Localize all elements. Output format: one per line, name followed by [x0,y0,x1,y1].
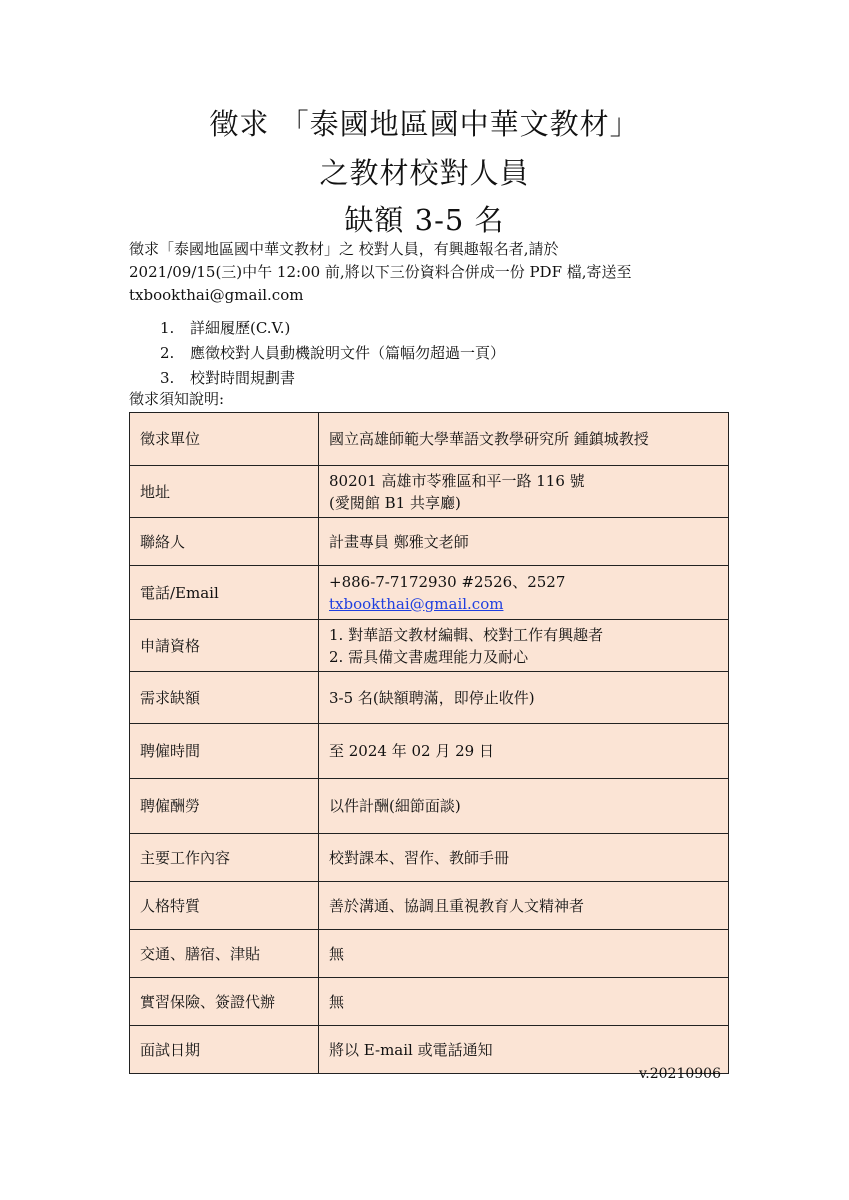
table-row [130,930,729,978]
list-item [160,341,505,366]
unit-value: 國立高雄師範大學華語文教學研究所 鍾鎮城教授 [319,413,729,466]
list-item [160,316,505,341]
table-row [130,518,729,566]
version-label: v.20210906 [639,1066,721,1082]
list-number: 1. [160,319,175,337]
qualification-line-2: 2. 需具備文書處理能力及耐心 [329,647,529,666]
transport-value: 無 [319,930,729,978]
phone-value: +886-7-7172930 #2526、2527 [329,572,566,591]
interview-value: 將以 E-mail 或電話通知 [319,1026,729,1074]
table-row [130,834,729,882]
intro-line-2: 2021/09/15(三)中午 12:00 前,將以下三份資料合併成一份 PDF 檔,寄送至 [129,263,632,281]
table-row [130,882,729,930]
list-number: 2. [160,344,175,362]
table-row [130,620,729,672]
intro-email: txbookthai@gmail.com [129,286,304,304]
list-text: 應徵校對人員動機說明文件（篇幅勿超過一頁） [190,344,506,362]
notice-label: 徵求須知說明: [129,390,225,408]
table-row [130,724,729,779]
address-line-2: (愛閱館 B1 共享廳) [329,493,461,512]
transport-label: 交通、膳宿、津貼 [130,930,319,978]
qualification-label: 申請資格 [130,620,319,672]
traits-value: 善於溝通、協調且重視教育人文精神者 [319,882,729,930]
title-line-2: 之教材校對人員 [319,156,530,190]
title-line-3: 缺額 3-5 名 [344,203,505,237]
table-row [130,978,729,1026]
insurance-value: 無 [319,978,729,1026]
requirements-list [160,316,505,391]
table-row [130,413,729,466]
table-row [130,779,729,834]
phone-label: 電話/Email [130,566,319,620]
interview-label: 面試日期 [130,1026,319,1074]
address-line-1: 80201 高雄市苓雅區和平一路 116 號 [329,471,585,490]
email-link[interactable]: txbookthai@gmail.com [329,594,504,613]
vacancy-value: 3-5 名(缺額聘滿，即停止收件) [319,672,729,724]
intro-paragraph [129,238,729,307]
table-row [130,466,729,518]
pay-value: 以件計酬(細節面談) [319,779,729,834]
contact-label: 聯絡人 [130,518,319,566]
table-row [130,672,729,724]
contact-value: 計畫專員 鄭雅文老師 [319,518,729,566]
pay-label: 聘僱酬勞 [130,779,319,834]
period-label: 聘僱時間 [130,724,319,779]
address-label: 地址 [130,466,319,518]
duties-value: 校對課本、習作、教師手冊 [319,834,729,882]
list-text: 校對時間規劃書 [190,369,296,387]
insurance-label: 實習保險、簽證代辦 [130,978,319,1026]
title-line-1: 徵求 「泰國地區國中華文教材」 [209,107,640,141]
list-number: 3. [160,369,175,387]
traits-label: 人格特質 [130,882,319,930]
duties-label: 主要工作內容 [130,834,319,882]
unit-label: 徵求單位 [130,413,319,466]
list-text: 詳細履歷(C.V.) [190,319,291,337]
table-row [130,566,729,620]
vacancy-label: 需求缺額 [130,672,319,724]
intro-line-1: 徵求「泰國地區國中華文教材」之 校對人員，有興趣報名者,請於 [129,240,559,258]
qualification-line-1: 1. 對華語文教材編輯、校對工作有興趣者 [329,625,604,644]
period-value: 至 2024 年 02 月 29 日 [319,724,729,779]
info-table [129,412,729,1074]
